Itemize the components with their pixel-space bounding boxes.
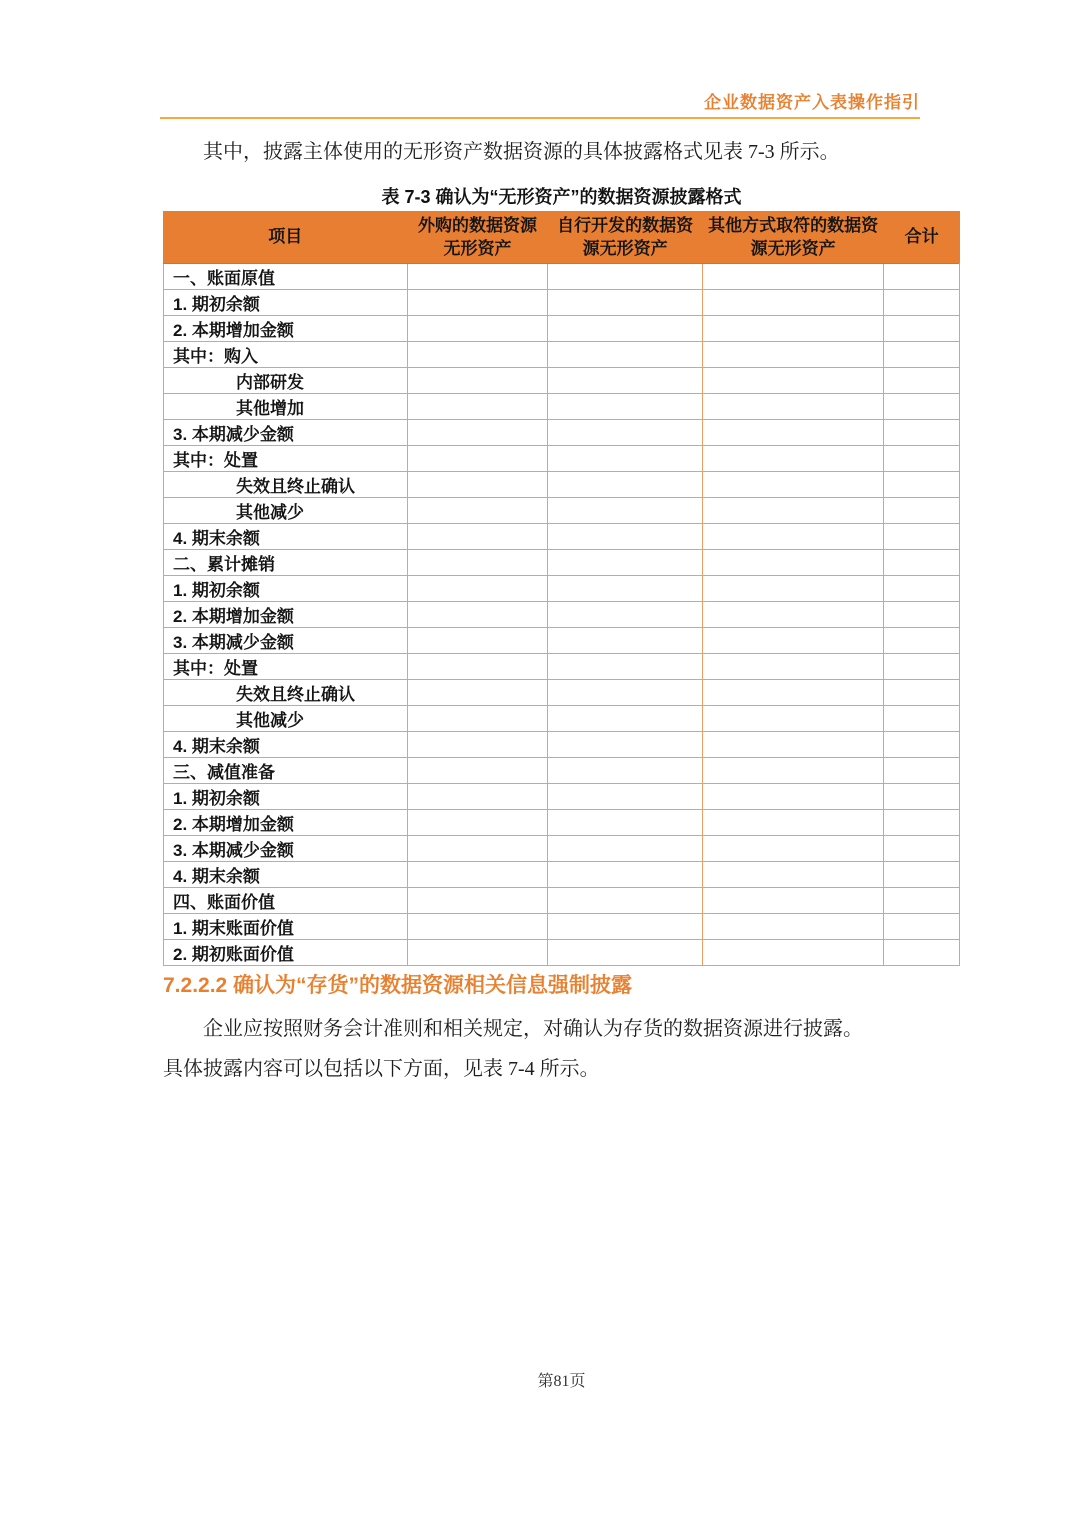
- table-body: [164, 264, 960, 966]
- empty-value-cell: [884, 732, 960, 758]
- column-header-self-developed: 自行开发的数据资源无形资产: [548, 212, 702, 264]
- table-header-row: [164, 212, 960, 264]
- empty-value-cell: [702, 576, 883, 602]
- empty-value-cell: [884, 524, 960, 550]
- column-header-total: 合计: [884, 212, 960, 264]
- empty-value-cell: [884, 446, 960, 472]
- section-heading: 7.2.2.2 确认为“存货”的数据资源相关信息强制披露: [163, 974, 633, 997]
- empty-value-cell: [884, 628, 960, 654]
- empty-value-cell: [884, 940, 960, 966]
- empty-value-cell: [407, 472, 548, 498]
- empty-value-cell: [407, 446, 548, 472]
- empty-value-cell: [884, 914, 960, 940]
- table-row: [164, 732, 960, 758]
- empty-value-cell: [884, 784, 960, 810]
- empty-value-cell: [702, 784, 883, 810]
- table-row: [164, 888, 960, 914]
- table-row: [164, 394, 960, 420]
- empty-value-cell: [884, 602, 960, 628]
- row-label: 2. 本期增加金额: [164, 316, 408, 342]
- row-label: 四、账面价值: [164, 888, 408, 914]
- row-label: 2. 本期增加金额: [164, 810, 408, 836]
- table-row: [164, 420, 960, 446]
- page-header-title: 企业数据资产入表操作指引: [704, 93, 920, 112]
- table-row: [164, 472, 960, 498]
- empty-value-cell: [548, 446, 702, 472]
- table-row: [164, 680, 960, 706]
- empty-value-cell: [407, 264, 548, 290]
- empty-value-cell: [407, 654, 548, 680]
- empty-value-cell: [702, 446, 883, 472]
- empty-value-cell: [548, 472, 702, 498]
- row-label: 4. 期末余额: [164, 524, 408, 550]
- empty-value-cell: [702, 498, 883, 524]
- empty-value-cell: [407, 316, 548, 342]
- empty-value-cell: [407, 628, 548, 654]
- empty-value-cell: [407, 732, 548, 758]
- empty-value-cell: [884, 342, 960, 368]
- empty-value-cell: [884, 654, 960, 680]
- empty-value-cell: [884, 576, 960, 602]
- empty-value-cell: [884, 368, 960, 394]
- empty-value-cell: [548, 576, 702, 602]
- row-label: 失效且终止确认: [164, 680, 408, 706]
- row-label: 2. 本期增加金额: [164, 602, 408, 628]
- table-row: [164, 654, 960, 680]
- table-row: [164, 628, 960, 654]
- empty-value-cell: [884, 810, 960, 836]
- row-label: 一、账面原值: [164, 264, 408, 290]
- row-label: 1. 期末账面价值: [164, 914, 408, 940]
- row-label: 内部研发: [164, 368, 408, 394]
- row-label: 其中：处置: [164, 654, 408, 680]
- empty-value-cell: [407, 940, 548, 966]
- row-label: 三、减值准备: [164, 758, 408, 784]
- row-label: 3. 本期减少金额: [164, 420, 408, 446]
- row-label: 1. 期初余额: [164, 784, 408, 810]
- empty-value-cell: [702, 472, 883, 498]
- empty-value-cell: [407, 914, 548, 940]
- empty-value-cell: [548, 888, 702, 914]
- column-header-purchased: 外购的数据资源无形资产: [407, 212, 548, 264]
- table-row: [164, 914, 960, 940]
- table-row: [164, 862, 960, 888]
- table-row: [164, 602, 960, 628]
- row-label: 其中：处置: [164, 446, 408, 472]
- column-header-other-means: 其他方式取符的数据资源无形资产: [702, 212, 883, 264]
- row-label: 4. 期末余额: [164, 732, 408, 758]
- row-label: 1. 期初余额: [164, 576, 408, 602]
- empty-value-cell: [548, 758, 702, 784]
- empty-value-cell: [884, 706, 960, 732]
- empty-value-cell: [548, 394, 702, 420]
- row-label: 3. 本期减少金额: [164, 836, 408, 862]
- row-label: 其中：购入: [164, 342, 408, 368]
- table-row: [164, 810, 960, 836]
- table-row: [164, 784, 960, 810]
- empty-value-cell: [702, 342, 883, 368]
- empty-value-cell: [884, 264, 960, 290]
- empty-value-cell: [702, 654, 883, 680]
- empty-value-cell: [548, 836, 702, 862]
- empty-value-cell: [407, 888, 548, 914]
- row-label: 其他减少: [164, 498, 408, 524]
- row-label: 其他增加: [164, 394, 408, 420]
- row-label: 2. 期初账面价值: [164, 940, 408, 966]
- empty-value-cell: [407, 290, 548, 316]
- empty-value-cell: [548, 706, 702, 732]
- empty-value-cell: [407, 810, 548, 836]
- table-row: [164, 342, 960, 368]
- empty-value-cell: [884, 498, 960, 524]
- empty-value-cell: [548, 602, 702, 628]
- table-row: [164, 446, 960, 472]
- row-label: 4. 期末余额: [164, 862, 408, 888]
- table-row: [164, 758, 960, 784]
- empty-value-cell: [884, 316, 960, 342]
- empty-value-cell: [702, 680, 883, 706]
- intro-paragraph: 其中，披露主体使用的无形资产数据资源的具体披露格式见表 7-3 所示。: [203, 141, 840, 163]
- table-row: [164, 290, 960, 316]
- row-label: 3. 本期减少金额: [164, 628, 408, 654]
- empty-value-cell: [407, 680, 548, 706]
- empty-value-cell: [702, 888, 883, 914]
- empty-value-cell: [702, 706, 883, 732]
- empty-value-cell: [884, 862, 960, 888]
- table-row: [164, 550, 960, 576]
- empty-value-cell: [407, 836, 548, 862]
- table-row: [164, 940, 960, 966]
- empty-value-cell: [548, 498, 702, 524]
- table-row: [164, 576, 960, 602]
- empty-value-cell: [548, 368, 702, 394]
- empty-value-cell: [702, 420, 883, 446]
- table-title: 表 7-3 确认为“无形资产”的数据资源披露格式: [381, 187, 742, 207]
- empty-value-cell: [407, 706, 548, 732]
- row-label: 失效且终止确认: [164, 472, 408, 498]
- empty-value-cell: [548, 654, 702, 680]
- empty-value-cell: [884, 888, 960, 914]
- empty-value-cell: [548, 940, 702, 966]
- empty-value-cell: [702, 758, 883, 784]
- empty-value-cell: [548, 810, 702, 836]
- empty-value-cell: [702, 264, 883, 290]
- empty-value-cell: [702, 732, 883, 758]
- table-row: [164, 524, 960, 550]
- empty-value-cell: [884, 680, 960, 706]
- empty-value-cell: [548, 732, 702, 758]
- table-row: [164, 706, 960, 732]
- empty-value-cell: [884, 550, 960, 576]
- empty-value-cell: [407, 342, 548, 368]
- empty-value-cell: [548, 290, 702, 316]
- empty-value-cell: [702, 914, 883, 940]
- empty-value-cell: [702, 810, 883, 836]
- page-number: 第81页: [537, 1373, 586, 1390]
- empty-value-cell: [548, 264, 702, 290]
- body-paragraph-line1: 企业应按照财务会计准则和相关规定，对确认为存货的数据资源进行披露。: [203, 1018, 863, 1040]
- empty-value-cell: [884, 420, 960, 446]
- empty-value-cell: [407, 420, 548, 446]
- empty-value-cell: [702, 550, 883, 576]
- empty-value-cell: [884, 758, 960, 784]
- empty-value-cell: [702, 602, 883, 628]
- empty-value-cell: [407, 576, 548, 602]
- table-row: [164, 264, 960, 290]
- table-row: [164, 368, 960, 394]
- empty-value-cell: [407, 784, 548, 810]
- empty-value-cell: [884, 394, 960, 420]
- body-paragraph-line2: 具体披露内容可以包括以下方面，见表 7-4 所示。: [163, 1058, 600, 1080]
- empty-value-cell: [548, 316, 702, 342]
- empty-value-cell: [702, 862, 883, 888]
- empty-value-cell: [702, 368, 883, 394]
- empty-value-cell: [884, 836, 960, 862]
- disclosure-table: [163, 211, 960, 966]
- empty-value-cell: [407, 498, 548, 524]
- empty-value-cell: [548, 680, 702, 706]
- table-row: [164, 836, 960, 862]
- empty-value-cell: [548, 784, 702, 810]
- row-label: 1. 期初余额: [164, 290, 408, 316]
- row-label: 二、累计摊销: [164, 550, 408, 576]
- empty-value-cell: [407, 394, 548, 420]
- empty-value-cell: [702, 290, 883, 316]
- empty-value-cell: [407, 602, 548, 628]
- empty-value-cell: [407, 524, 548, 550]
- empty-value-cell: [702, 836, 883, 862]
- empty-value-cell: [407, 368, 548, 394]
- empty-value-cell: [548, 420, 702, 446]
- empty-value-cell: [548, 862, 702, 888]
- empty-value-cell: [407, 550, 548, 576]
- empty-value-cell: [702, 524, 883, 550]
- empty-value-cell: [702, 316, 883, 342]
- empty-value-cell: [548, 914, 702, 940]
- empty-value-cell: [407, 758, 548, 784]
- empty-value-cell: [548, 628, 702, 654]
- empty-value-cell: [884, 290, 960, 316]
- empty-value-cell: [702, 940, 883, 966]
- empty-value-cell: [407, 862, 548, 888]
- table-row: [164, 316, 960, 342]
- empty-value-cell: [548, 342, 702, 368]
- row-label: 其他减少: [164, 706, 408, 732]
- empty-value-cell: [548, 550, 702, 576]
- empty-value-cell: [702, 394, 883, 420]
- table-row: [164, 498, 960, 524]
- empty-value-cell: [702, 628, 883, 654]
- empty-value-cell: [548, 524, 702, 550]
- empty-value-cell: [884, 472, 960, 498]
- page-header-rule: [160, 117, 920, 119]
- column-header-item: 项目: [164, 212, 408, 264]
